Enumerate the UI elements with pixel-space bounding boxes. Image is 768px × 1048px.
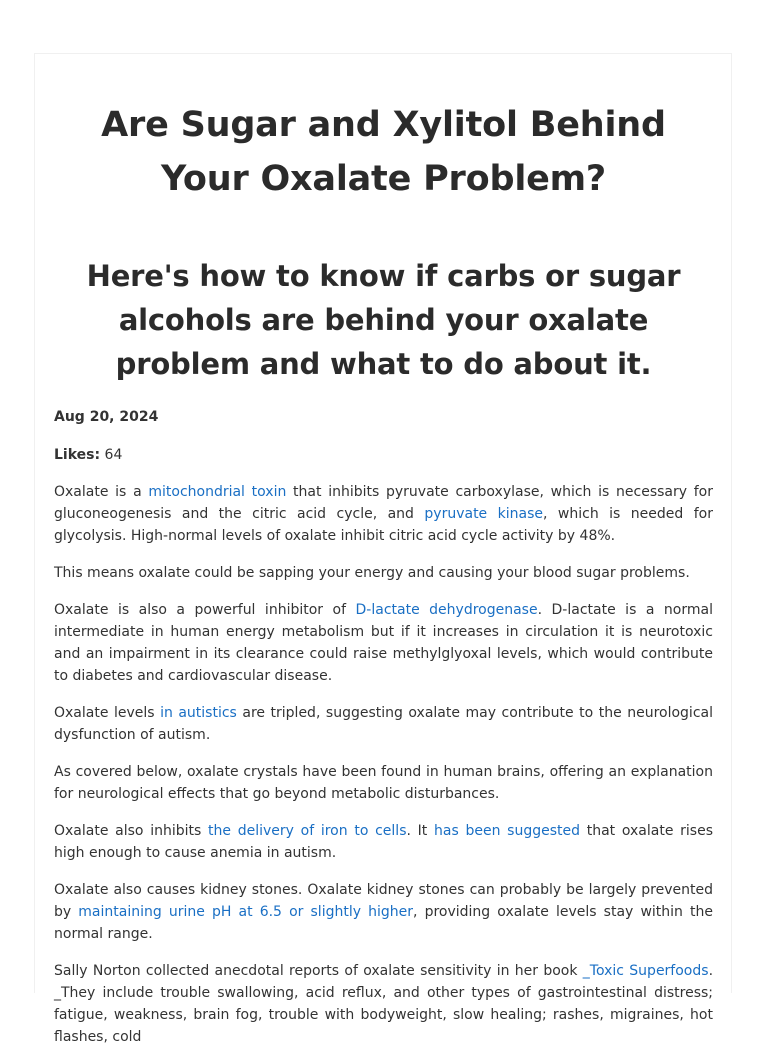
paragraph-d-lactate xyxy=(54,599,713,687)
likes-count xyxy=(54,444,713,466)
publish-date: Aug 20, 2024 xyxy=(54,409,159,425)
text-run: Oxalate levels xyxy=(54,705,161,721)
article-content xyxy=(35,98,731,1048)
text-run: This means oxalate could be sapping your energy and causing your blood sugar problems. xyxy=(54,565,690,581)
paragraph-iron xyxy=(54,820,713,864)
article-title: Are Sugar and Xylitol Behind Your Oxalate Problem? xyxy=(101,105,666,199)
link-pyruvate-kinase[interactable]: pyruvate kinase xyxy=(424,506,543,522)
link-urine-ph[interactable]: maintaining urine pH at 6.5 or slightly higher xyxy=(78,904,414,920)
link-toxic-superfoods[interactable]: _Toxic Superfoods xyxy=(582,963,709,979)
link-mitochondrial-toxin[interactable]: mitochondrial toxin xyxy=(148,484,287,500)
text-run: Oxalate also causes kidney stones. Oxalate kidney stones can probably be largely prevented by xyxy=(54,882,713,920)
text-run: . D-lactate is a normal intermediate in human energy metabolism but if it increases in circulation it is neurotoxic and an impairment in its clearance could raise methylglyoxal levels, which would contribute to diabetes and cardiovascular disease. xyxy=(54,602,713,684)
text-run: As covered below, oxalate crystals have been found in human brains, offering an explanation for neurological effects that go beyond metabolic disturbances. xyxy=(54,764,713,802)
paragraph-brain-crystals xyxy=(54,761,713,805)
paragraph-energy xyxy=(54,562,713,584)
paragraph-autism xyxy=(54,702,713,746)
text-run: are tripled, suggesting oxalate may contribute to the neurological dysfunction of autism. xyxy=(54,705,713,743)
text-run: Oxalate is also a powerful inhibitor of xyxy=(54,602,356,618)
text-run: that inhibits pyruvate carboxylase, which is necessary for gluconeogenesis and the citric acid cycle, and xyxy=(54,484,713,522)
paragraph-mitochondrial-toxin xyxy=(54,481,713,547)
text-run: Oxalate is a xyxy=(54,484,149,500)
text-run: that oxalate rises high enough to cause anemia in autism. xyxy=(54,823,713,861)
link-d-lactate-dehydrogenase[interactable]: D-lactate dehydrogenase xyxy=(355,602,538,618)
article-card xyxy=(34,53,732,1045)
paragraph-sally-norton xyxy=(54,960,713,1048)
text-run: , providing oxalate levels stay within the normal range. xyxy=(54,904,713,942)
likes-label: Likes: xyxy=(54,447,101,463)
link-iron-delivery[interactable]: the delivery of iron to cells xyxy=(208,823,407,839)
likes-value: 64 xyxy=(104,447,123,463)
text-run: Oxalate also inhibits xyxy=(54,823,209,839)
link-has-been-suggested[interactable]: has been suggested xyxy=(434,823,580,839)
text-run: . _They include trouble swallowing, acid reflux, and other types of gastrointestinal distress; fatigue, weakness, brain fog, trouble with bodyweight, slow healing; rashes, migraines, hot flashes, cold xyxy=(54,963,714,1045)
text-run: , which is needed for glycolysis. High-normal levels of oxalate inhibit citric acid cycle activity by 48%. xyxy=(54,506,713,544)
paragraph-kidney-stones xyxy=(54,879,713,945)
link-in-autistics[interactable]: in autistics xyxy=(160,705,237,721)
text-run: . It xyxy=(406,823,434,839)
text-run: Sally Norton collected anecdotal reports of oxalate sensitivity in her book xyxy=(54,963,583,979)
article-subtitle: Here's how to know if carbs or sugar alcohols are behind your oxalate problem and what to do about it. xyxy=(86,259,681,381)
